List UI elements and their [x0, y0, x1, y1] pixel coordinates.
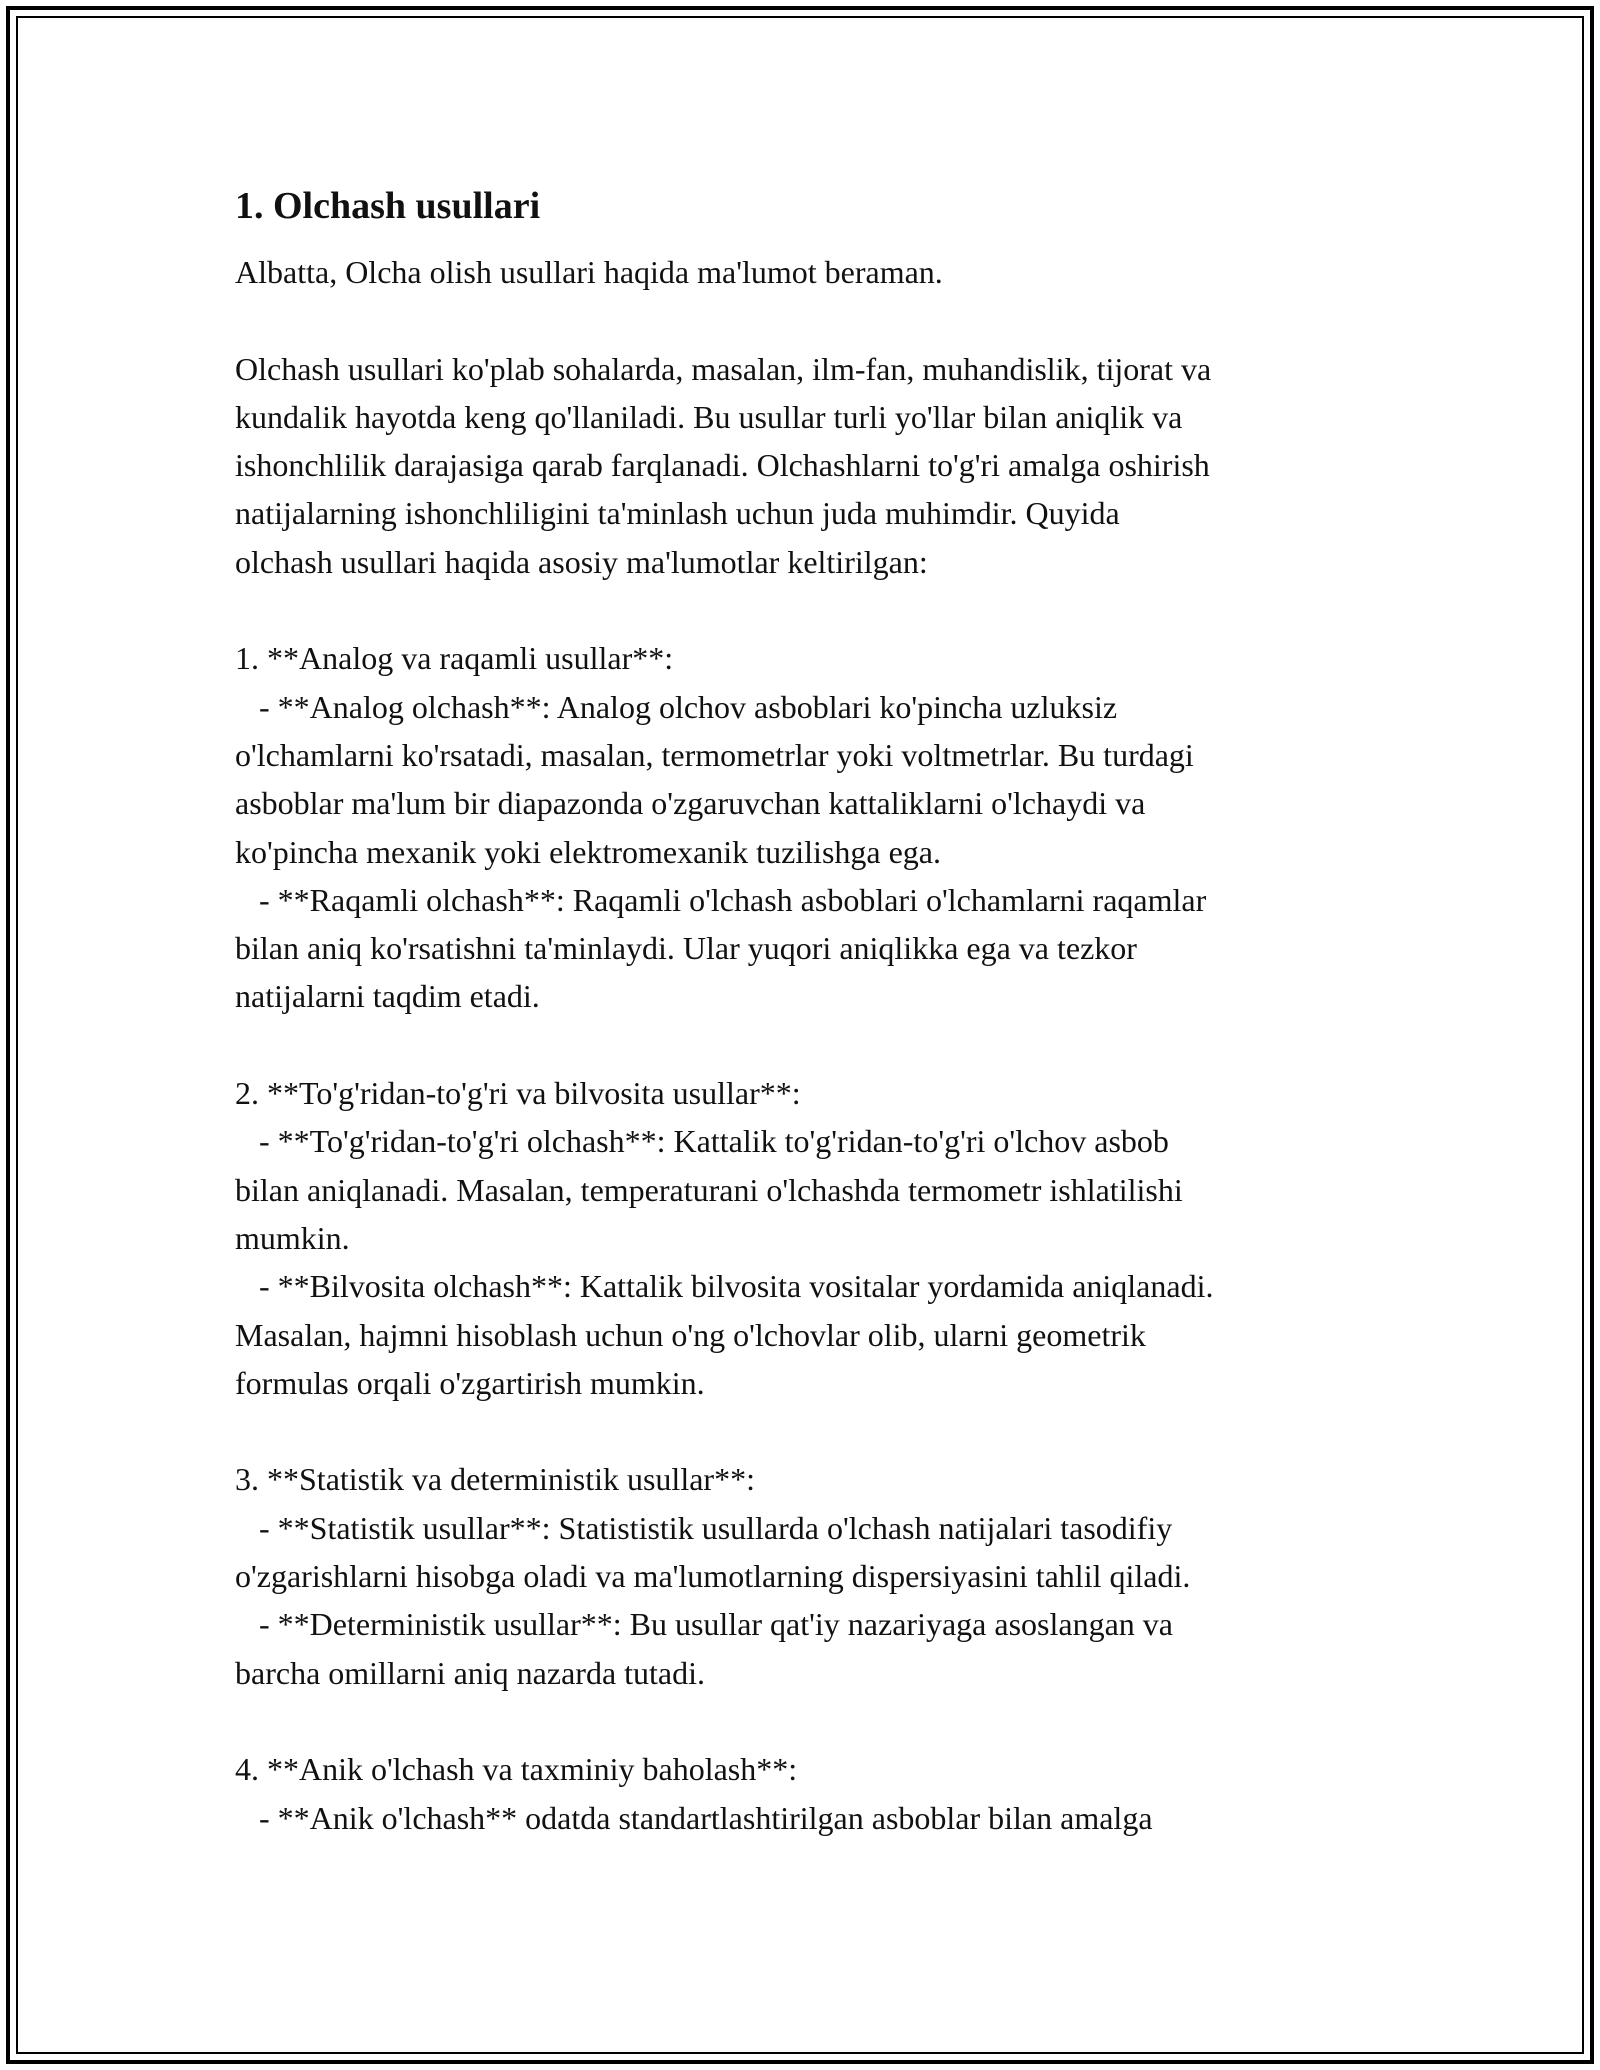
text-line: bilan aniqlanadi. Masalan, temperaturani o'lchashda termometr ishlatilishi: [235, 1171, 1183, 1208]
text-line: barcha omillarni aniq nazarda tutadi.: [235, 1654, 706, 1691]
section-heading-line: 1. **Analog va raqamli usullar**:: [235, 640, 674, 677]
text-line: formulas orqali o'zgartirish mumkin.: [235, 1364, 705, 1401]
text-line: o'lchamlarni ko'rsatadi, masalan, termometrlar yoki voltmetrlar. Bu turdagi: [235, 736, 1194, 773]
list-item-line: - **To'g'ridan-to'g'ri olchash**: Kattalik to'g'ridan-to'g'ri o'lchov asbob: [235, 1123, 1169, 1160]
section-heading-line: 3. **Statistik va deterministik usullar**:: [235, 1461, 755, 1498]
list-item-line: - **Analog olchash**: Analog olchov asboblari ko'pincha uzluksiz: [235, 688, 1118, 725]
text-line: Albatta, Olcha olish usullari haqida ma'lumot beraman.: [235, 254, 943, 290]
text-line: ishonchlilik darajasiga qarab farqlanadi. Olchashlarni to'g'ri amalga oshirish: [235, 447, 1210, 484]
blank-line: [235, 1021, 1370, 1069]
list-item-line: - **Raqamli olchash**: Raqamli o'lchash asboblari o'lchamlarni raqamlar: [235, 881, 1207, 918]
text-line: mumkin.: [235, 1219, 350, 1256]
list-item-line: - **Anik o'lchash** odatda standartlashtirilgan asboblar bilan amalga: [235, 1799, 1153, 1836]
blank-line: [235, 1697, 1370, 1745]
blank-line: [235, 1407, 1370, 1455]
list-item-line: - **Bilvosita olchash**: Kattalik bilvosita vositalar yordamida aniqlanadi.: [235, 1268, 1214, 1305]
list-item-line: - **Statistik usullar**: Statististik usullarda o'lchash natijalari tasodifiy: [235, 1509, 1173, 1546]
document-body: [235, 183, 1370, 1842]
text-line: olchash usullari haqida asosiy ma'lumotlar keltirilgan:: [235, 543, 928, 580]
blank-line: [235, 586, 1370, 634]
text-line: natijalarni taqdim etadi.: [235, 978, 540, 1015]
text-line: ko'pincha mexanik yoki elektromexanik tuzilishga ega.: [235, 833, 941, 870]
section-heading-line: 2. **To'g'ridan-to'g'ri va bilvosita usullar**:: [235, 1075, 801, 1112]
section-heading-line: 4. **Anik o'lchash va taxminiy baholash**:: [235, 1751, 798, 1788]
text-line: asboblar ma'lum bir diapazonda o'zgaruvchan kattaliklarni o'lchaydi va: [235, 785, 1146, 822]
text-line: kundalik hayotda keng qo'llaniladi. Bu usullar turli yo'llar bilan aniqlik va: [235, 398, 1183, 435]
text-line: o'zgarishlarni hisobga oladi va ma'lumotlarning dispersiyasini tahlil qiladi.: [235, 1558, 1191, 1595]
list-item-line: - **Deterministik usullar**: Bu usullar qat'iy nazariyaga asoslangan va: [235, 1606, 1173, 1643]
text-line: bilan aniq ko'rsatishni ta'minlaydi. Ular yuqori aniqlikka ega va tezkor: [235, 930, 1137, 967]
page-title: 1. Olchash usullari: [235, 185, 541, 227]
text-line: natijalarning ishonchliligini ta'minlash uchun juda muhimdir. Quyida: [235, 495, 1120, 532]
text-line: Masalan, hajmni hisoblash uchun o'ng o'lchovlar olib, ularni geometrik: [235, 1316, 1146, 1353]
blank-line: [235, 296, 1370, 344]
text-line: Olchash usullari ko'plab sohalarda, masalan, ilm-fan, muhandislik, tijorat va: [235, 350, 1212, 387]
